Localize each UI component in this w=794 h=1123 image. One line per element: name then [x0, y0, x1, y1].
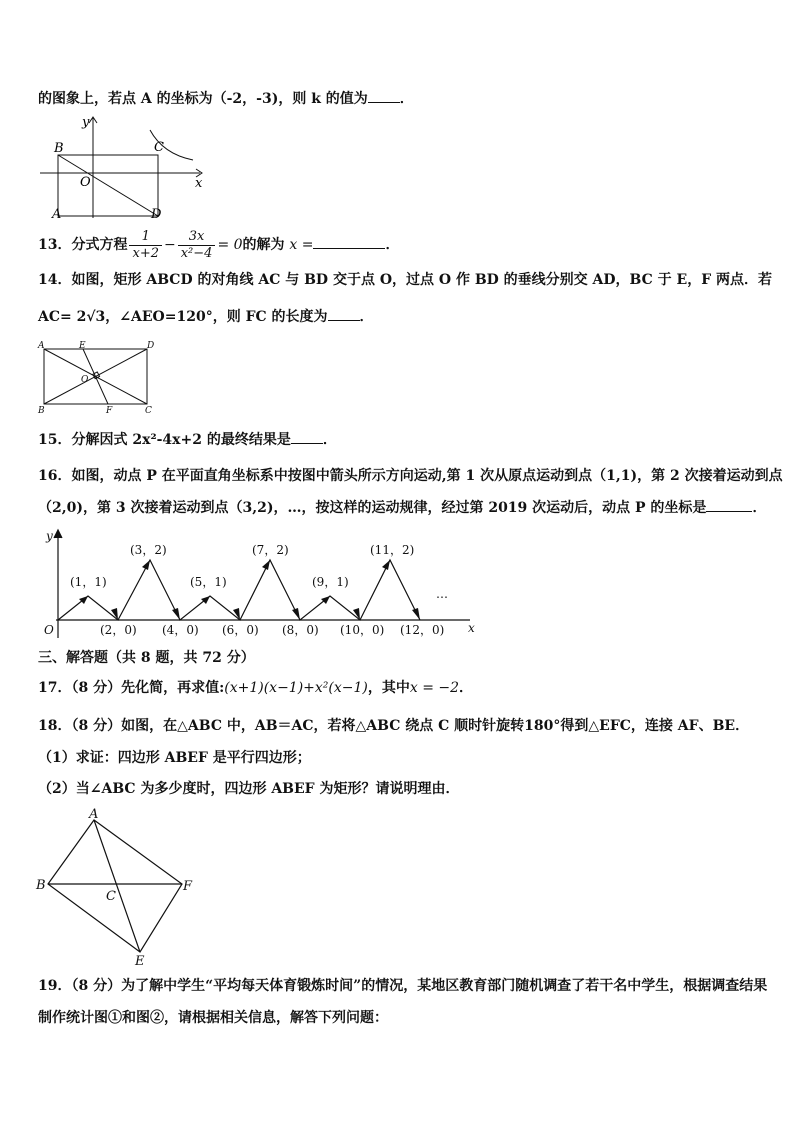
- fig14-label-A: A: [38, 341, 45, 351]
- fig16-point-label: (9，1): [312, 575, 349, 589]
- fig12-label-x: x: [195, 176, 203, 191]
- q15-text: 15．分解因式 2x²-4x+2 的最终结果是 ．: [38, 429, 337, 450]
- q17-text: 17．（8 分）先化简，再求值:(x+1)(x−1)+x²(x−1)，其中x = −2．: [38, 680, 474, 696]
- q16-line1: 16．如图，动点 P 在平面直角坐标系中按图中箭头所示方向运动,第 1 次从原点运动到点（1,1)，第 2 次接着运动到点: [38, 468, 783, 484]
- fig14-label-C: C: [145, 406, 152, 416]
- q19-line2: 制作统计图①和图②，请根据相关信息，解答下列问题：: [38, 1010, 388, 1026]
- fig18-label-C: C: [106, 889, 116, 904]
- fig14-label-D: D: [147, 341, 155, 351]
- fig12-diagram: [38, 114, 208, 222]
- fig12-label-C: C: [154, 140, 164, 155]
- fig16-point-label: (2，0): [100, 623, 137, 637]
- fig16-point-label: (1，1): [70, 575, 107, 589]
- fig16-axis-x: x: [468, 621, 475, 635]
- answer-blank: [368, 88, 400, 103]
- fig12-label-D: D: [151, 207, 162, 222]
- fig16-point-label: (11，2): [370, 543, 415, 557]
- fig16-point-label: (12，0): [400, 623, 445, 637]
- fraction-2: $\frac{3x}{\text{x²−4}}$: [178, 229, 216, 262]
- section-title: 三、解答题（共 8 题，共 72 分）: [38, 650, 255, 666]
- q19-line1: 19．（8 分）为了解中学生“平均每天体育锻炼时间”的情况，某地区教育部门随机调查了若干名中学生，根据调查结果: [38, 978, 768, 994]
- q14-line2: AC= 2√3，∠AEO=120°，则 FC 的长度为 ．: [38, 306, 374, 327]
- q18-part1: （1）求证：四边形 ABEF 是平行四边形；: [38, 750, 311, 766]
- answer-blank: [313, 234, 385, 249]
- q18-part2: （2）当∠ABC 为多少度时，四边形 ABEF 为矩形？请说明理由．: [38, 781, 460, 797]
- fig18-label-E: E: [135, 954, 145, 968]
- fig14-diagram: [36, 340, 166, 416]
- fig14-label-F: F: [106, 406, 113, 416]
- fig16-origin: O: [44, 623, 54, 637]
- fig14-label-E: E: [79, 341, 86, 351]
- fig16-point-label: (3，2): [130, 543, 167, 557]
- fig12-label-O: O: [80, 175, 91, 190]
- fig16-point-label: (7，2): [252, 543, 289, 557]
- q12-text: 的图象上，若点 A 的坐标为（-2，-3)，则 k 的值为 ．: [38, 88, 414, 109]
- fig18-label-B: B: [36, 878, 46, 893]
- q16-line2: （2,0)，第 3 次接着运动到点（3,2)，…，按这样的运动规律，经过第 2019 次运动后，动点 P 的坐标是 ．: [38, 497, 766, 518]
- fraction-1: $\frac{1}{x+2}$: [129, 229, 162, 262]
- fig12-label-A: A: [52, 207, 62, 222]
- fig16-point-label: (8，0): [282, 623, 319, 637]
- fig14-label-B: B: [38, 406, 45, 416]
- fig16-point-label: (5，1): [190, 575, 227, 589]
- fig12-label-y: y: [82, 115, 90, 130]
- fig18-label-F: F: [183, 879, 193, 894]
- q14-line1: 14．如图，矩形 ABCD 的对角线 AC 与 BD 交于点 O，过点 O 作 BD 的垂线分别交 AD，BC 于 E，F 两点．若: [38, 272, 773, 288]
- fig14-label-O: O: [81, 375, 89, 385]
- fig16-diagram: [38, 526, 478, 640]
- answer-blank: [328, 306, 360, 321]
- q13-text: 13．分式方程 $\frac{1}{x+2}$ − $\frac{3x}{\text{x²−4}}$ = 0的解为 x = ．: [38, 228, 400, 261]
- fig16-dots: …: [436, 587, 448, 601]
- q18-line1: 18．（8 分）如图，在△ABC 中，AB＝AC，若将△ABC 绕点 C 顺时针旋转180°得到△EFC，连接 AF、BE．: [38, 718, 750, 734]
- fig18-diagram: [34, 806, 204, 968]
- fig16-point-label: (4，0): [162, 623, 199, 637]
- fig16-point-label: (6，0): [222, 623, 259, 637]
- fig18-label-A: A: [89, 807, 99, 822]
- answer-blank: [706, 497, 752, 512]
- fig16-axis-y: y: [46, 529, 53, 543]
- fig16-point-label: (10，0): [340, 623, 385, 637]
- answer-blank: [291, 429, 323, 444]
- fig12-label-B: B: [54, 141, 64, 156]
